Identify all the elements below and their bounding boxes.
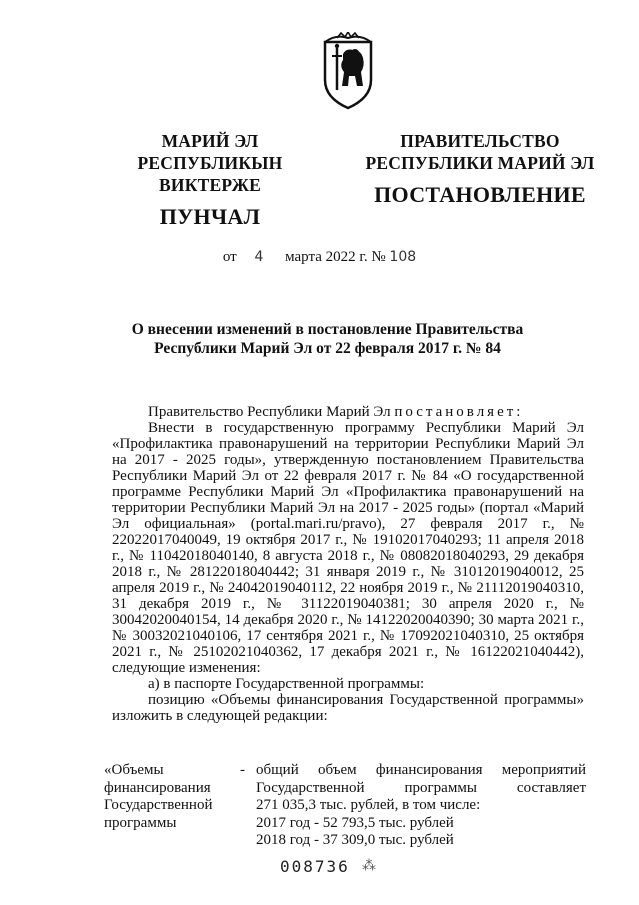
passport-label-line2: финансирования: [104, 779, 211, 796]
document-body: [112, 404, 584, 724]
passport-value-line4: 2017 год - 52 793,5 тыс. рублей: [256, 814, 454, 831]
document-title: [100, 320, 555, 358]
passport-value-line3: 271 035,3 тыс. рублей, в том числе:: [256, 797, 481, 813]
passport-value: [256, 762, 586, 850]
header-left-line2: ВИКТЕРЖЕ: [159, 175, 261, 195]
date-prefix: от: [222, 249, 237, 265]
header-right: [360, 130, 600, 208]
passport-label-line3: Государственной: [104, 797, 213, 813]
passport-label: [104, 762, 239, 832]
header-left-line1: МАРИЙ ЭЛ РЕСПУБЛИКЫН: [137, 131, 283, 173]
date-month-year: марта 2022 г. №: [285, 249, 386, 265]
date-day: 4: [254, 249, 264, 265]
passport-dash: -: [240, 762, 245, 778]
document-date-line: [0, 249, 639, 266]
passport-label-line4: программы: [104, 814, 177, 831]
header-right-line2: РЕСПУБЛИКИ МАРИЙ ЭЛ: [365, 153, 595, 173]
paragraph-position: позицию «Объемы финансирования Государственной программы» изложить в следующей редакции:: [112, 692, 584, 724]
serial-stamp: 008736: [280, 857, 350, 876]
passport-value-line2: Государственной программы составляет: [256, 779, 586, 796]
paragraph-main: Внести в государственную программу Республики Марий Эл «Профилактика правонарушений на территории Республики Марий Эл на 2017 - 2025 годы», утвержденную постановлением Правительства Республики Марий Эл от 22 февраля 2017 г. № 84 «О государственной программе Республики Марий Эл «Профилактика правонарушений на территории Республики Марий Эл на 2017 - 2025 годы» (портал «Марий Эл официальная» (portal.mari.ru/pravo), 27 февраля 2017 г., № 22022017040049, 19 октября 2017 г., № 19102017040293; 11 апреля 2018 г., № 11042018040140, 8 августа 2018 г., № 08082018040293, 29 декабря 2018 г., № 28122018040442; 31 января 2019 г., № 31012019040012, 25 апреля 2019 г., № 24042019040112, 22 ноября 2019 г., № 21112019040310, 31 декабря 2019 г., № 31122019040381; 30 апреля 2020 г., № 30042020040154, 14 декабря 2020 г., № 14122020040390; 30 марта 2021 г., № 30032021040106, 17 сентября 2021 г., № 17092021040310, 25 октября 2021 г., № 25102021040362, 17 декабря 2021 г., № 16122021040442), следующие изменения:: [112, 420, 584, 676]
header-left: [95, 130, 325, 230]
passport-value-line5: 2018 год - 37 309,0 тыс. рублей: [256, 832, 454, 848]
title-line2: Республики Марий Эл от 22 февраля 2017 г. № 84: [154, 340, 501, 357]
header-left-doc-type: ПУНЧАЛ: [159, 204, 261, 229]
header-right-line1: ПРАВИТЕЛЬСТВО: [400, 131, 560, 151]
coat-of-arms-emblem: [321, 32, 375, 110]
paragraph-passport: а) в паспорте Государственной программы:: [148, 676, 425, 692]
opening-sentence: [112, 404, 584, 420]
asterisk-icon: ⁂: [362, 858, 376, 874]
passport-value-line1: общий объем финансирования мероприятий: [256, 762, 586, 778]
document-number: 108: [389, 249, 417, 265]
title-line1: О внесении изменений в постановление Правительства: [131, 321, 524, 338]
opening-verb: постановляет:: [394, 404, 524, 420]
header-right-doc-type: ПОСТАНОВЛЕНИЕ: [374, 182, 586, 207]
passport-label-line1: «Объемы: [104, 762, 164, 778]
opening-prefix: Правительство Республики Марий Эл: [148, 404, 395, 420]
